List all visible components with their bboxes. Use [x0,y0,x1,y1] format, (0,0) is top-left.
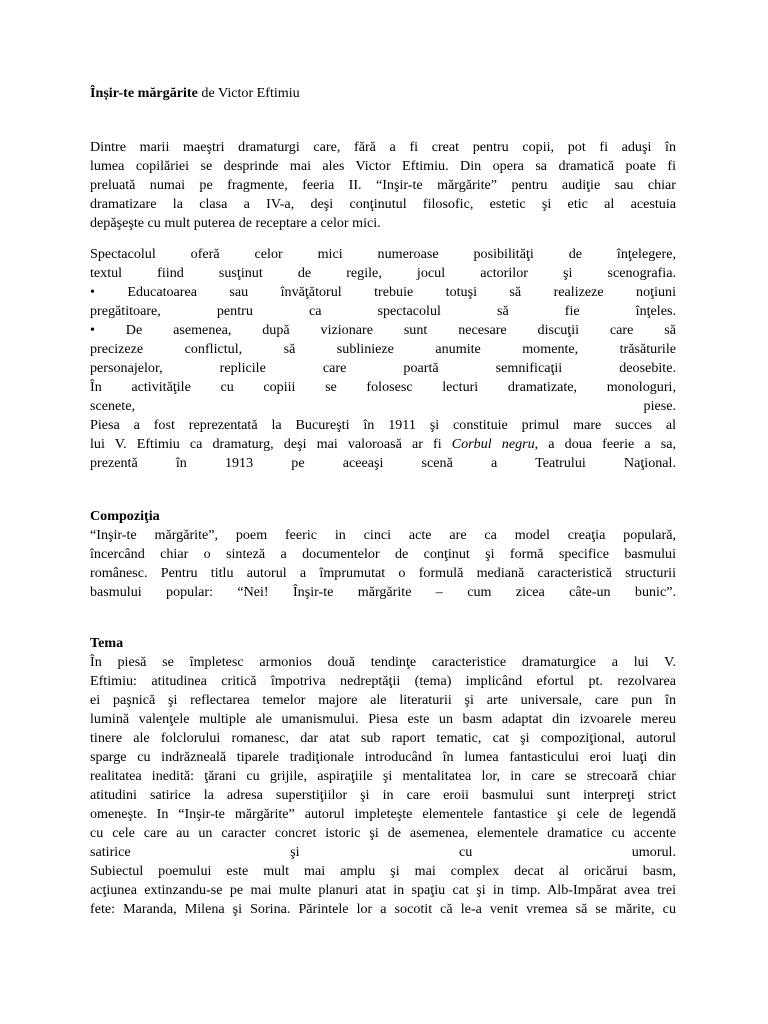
corbul-before: lui V. Eftimiu ca dramaturg, deşi mai valoroasă ar fi [90,436,452,452]
tema-line: atitudini satirice la adresa superstiţiilor şi in care eroii basmului sunt interpreţi strict [90,787,676,803]
document-title [90,84,300,103]
intro-line: depăşeşte cu mult puterea de receptare a celor mici. [90,215,381,231]
spectacol-line: textul fiind susţinut de regile, jocul actorilor şi scenografia. [90,265,676,281]
tema-line: tinere ale folclorului romanesc, dar atat sub raport tematic, cat şi compoziţional, autorul [90,730,676,746]
spectacol-line-corbul [90,435,676,454]
tema-line: fete: Maranda, Milena şi Sorina. Părintele lor a socotit că le-a venit vremea să se mărite, cu [90,901,676,917]
tema-line: cu cele care au un caracter concret istoric şi de asemenea, elementele dramatice cu accente [90,825,676,841]
compozitia-line: încercând chiar o sinteză a documentelor de conţinut şi formă specifice basmului [90,546,676,562]
corbul-after: , a doua feerie a sa, [534,436,676,452]
tema-line: lumină valenţele multiple ale umanismului. Piesa este un basm adaptat din izvoarele mereu [90,711,676,727]
compozitia-line: basmului popular: “Nei! Înşir-te mărgărite – cum zicea câte-un bunic”. [90,584,676,600]
title-author: de Victor Eftimiu [197,85,300,101]
spectacol-line: scenete, piese. [90,398,676,414]
spectacol-line: prezentă în 1913 pe aceeaşi scenă a Teatrului Naţional. [90,455,676,471]
tema-line: Subiectul poemului este mult mai amplu şi mai complex decat al oricărui basm, [90,863,676,879]
title-bold: Înșir-te mărgărite [90,85,198,101]
tema-line: ei paşnică şi reflectarea temelor majore ale literaturii şi arte universale, care pun în [90,692,676,708]
spectacol-line: • De asemenea, după vizionare sunt necesare discuţii care să [90,322,676,338]
intro-line: dramatizare la clasa a IV-a, deşi conţinutul filosofic, estetic şi etic al acestuia [90,196,676,212]
spectacol-line: precizeze conflictul, să sublinieze anumite momente, trăsăturile [90,341,676,357]
spectacol-line: personajelor, replicile care poartă semnificaţii deosebite. [90,360,676,376]
tema-line: satirice şi cu umorul. [90,844,676,860]
compozitia-heading: Compoziţia [90,508,160,524]
tema-line: În piesă se împletesc armonios două tendinţe caracteristice dramaturgice a lui V. [90,654,676,670]
tema-line: realitatea inedită: ţărani cu grijile, aspiraţiile şi mentalitatea lor, in care se strecoară chiar [90,768,676,784]
intro-line: lumea copilăriei se desprinde mai ales Victor Eftimiu. Din opera sa dramatică poate fi [90,158,676,174]
tema-heading: Tema [90,635,124,651]
tema-line: Eftimiu: atitudinea critică împotriva nedreptăţii (tema) implicând efortul pt. rezolvarea [90,673,676,689]
tema-line: acţiunea extinzandu-se pe mai multe planuri atat in spaţiu cat şi in timp. Alb-Impărat avea trei [90,882,676,898]
tema-line: omeneşte. In “Inşir-te mărgărite” autorul impleteşte elementele fantastice şi cele de legendă [90,806,676,822]
tema-paragraph [90,653,676,919]
compozitia-line: “Inşir-te mărgărite”, poem feeric in cinci acte are ca model creaţia populară, [90,527,676,543]
compozitia-line: românesc. Pentru titlu autorul a împrumutat o formulă mediană caracteristică structurii [90,565,676,581]
corbul-negru-title: Corbul negru [451,436,535,452]
spectacol-line: Piesa a fost reprezentată la Bucureşti în 1911 şi constituie primul mare succes al [90,417,676,433]
spectacol-line: • Educatoarea sau învăţătorul trebuie totuşi să realizeze noţiuni [90,284,676,300]
intro-line: Dintre marii maeştri dramaturgi care, fără a fi creat pentru copii, pot fi aduşi în [90,139,676,155]
spectacol-paragraph [90,245,676,473]
tema-line: sparge cu indrăzneală tiparele tradiţionale introducând în lumea fantasticului eroi luaţi din [90,749,676,765]
intro-line: preluată numai pe fragmente, feeria II. “Inşir-te mărgărite” pentru audiţie sau chiar [90,177,676,193]
spectacol-line: Spectacolul oferă celor mici numeroase posibilităţi de înţelegere, [90,246,676,262]
spectacol-line: pregătitoare, pentru ca spectacolul să fie înţeles. [90,303,676,319]
intro-paragraph [90,138,676,233]
spectacol-line: În activităţile cu copiii se folosesc lecturi dramatizate, monologuri, [90,379,676,395]
compozitia-paragraph [90,526,676,602]
